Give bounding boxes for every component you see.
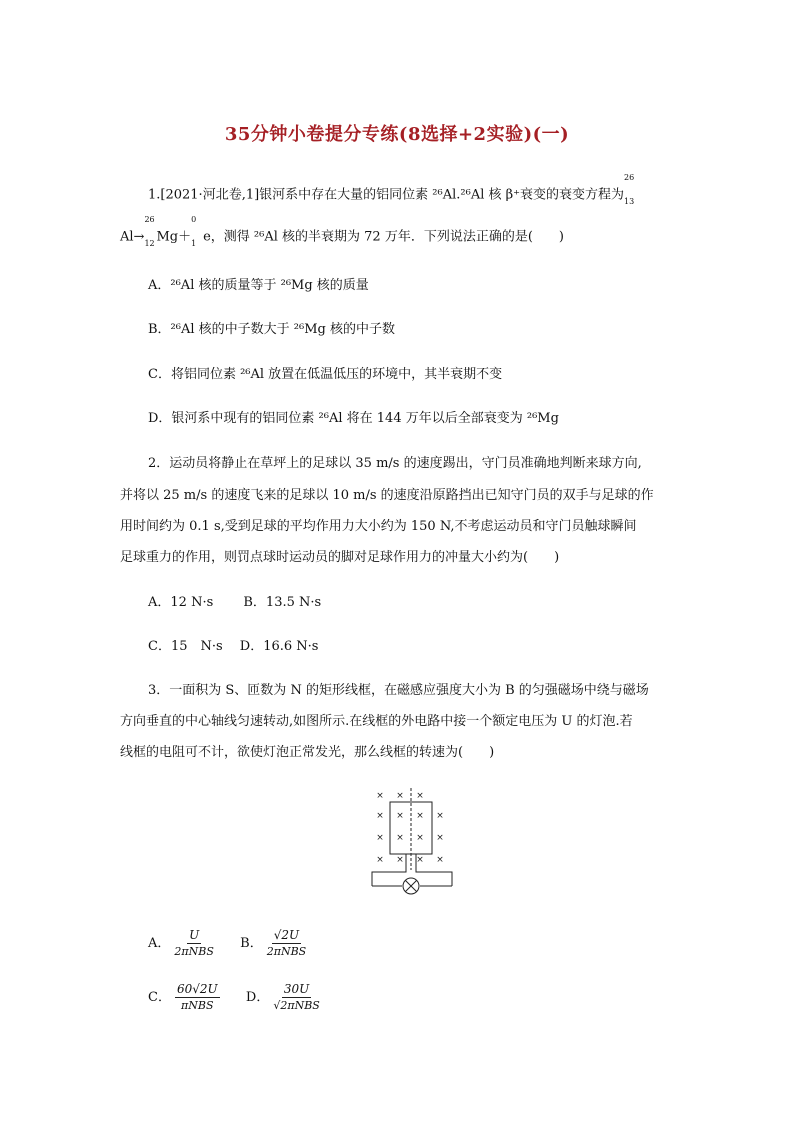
field-cross: ×	[376, 855, 384, 865]
q3-line1: 3．一面积为 S、匝数为 N 的矩形线框，在磁感应强度大小为 B 的匀强磁场中绕与磁场	[148, 683, 649, 698]
field-cross: ×	[396, 833, 404, 843]
q3-option-a-numerator: U	[189, 928, 200, 942]
q1-line1	[148, 173, 636, 206]
field-cross: ×	[416, 833, 424, 843]
rotating-coil-figure	[370, 788, 460, 898]
q1-line2	[120, 215, 564, 248]
q1-al-isotope	[624, 173, 636, 206]
q3-option-b-numerator: √2U	[273, 928, 300, 942]
q2-line1: 2．运动员将静止在草坪上的足球以 35 m/s 的速度踢出，守门员准确地判断来球方向,	[148, 456, 642, 471]
q3-options-row1	[148, 926, 310, 962]
field-cross: ×	[396, 791, 404, 801]
q3-option-d-fraction	[273, 982, 319, 1013]
q1-al-atomic-number: 13	[624, 197, 635, 206]
q3-option-a-fraction	[174, 928, 213, 959]
q1-positron-charge: 1	[191, 239, 197, 248]
q1-option-a: A．²⁶Al 核的质量等于 ²⁶Mg 核的质量	[148, 278, 369, 293]
field-cross: ×	[436, 855, 444, 865]
q2-line3: 用时间约为 0.1 s,受到足球的平均作用力大小约为 150 N,不考虑运动员和守门员触球瞬间	[120, 519, 637, 534]
q1-mg-isotope	[144, 215, 156, 248]
field-cross: ×	[396, 811, 404, 821]
q2-options-row1: A．12 N·s B．13.5 N·s	[148, 595, 322, 610]
q3-option-c-denominator: πNBS	[181, 999, 214, 1012]
q1-mg-mass-number: 26	[144, 215, 155, 224]
q1-mg-symbol: Mg＋	[156, 229, 192, 245]
q1-mg-atomic-number: 12	[144, 239, 155, 248]
field-cross: ×	[376, 833, 384, 843]
q3-option-b-fraction	[267, 928, 306, 959]
q3-option-d-label: D．	[245, 990, 270, 1005]
q2-options-row2: C．15 N·s D．16.6 N·s	[148, 639, 319, 654]
q3-option-a-denominator: 2πNBS	[174, 945, 214, 958]
q3-line2: 方向垂直的中心轴线匀速转动,如图所示.在线框的外电路中接一个额定电压为 U 的灯泡.若	[120, 714, 633, 729]
field-cross: ×	[396, 855, 404, 865]
q3-options-row2	[148, 980, 324, 1016]
field-cross: ×	[376, 791, 384, 801]
q1-al-symbol: Al→	[120, 229, 145, 245]
page-title: 35分钟小卷提分专练(8选择+2实验)(一)	[224, 124, 570, 145]
q1-positron	[191, 215, 203, 248]
q3-option-a-label: A．	[148, 936, 171, 951]
q3-option-c-label: C．	[148, 990, 171, 1005]
field-cross: ×	[436, 833, 444, 843]
q2-line2: 并将以 25 m/s 的速度飞来的足球以 10 m/s 的速度沿原路挡出已知守门员的双手与足球的作	[120, 488, 654, 503]
q1-option-d: D．银河系中现有的铝同位素 ²⁶Al 将在 144 万年以后全部衰变为 ²⁶Mg	[148, 411, 559, 426]
q1-al-mass-number: 26	[624, 173, 635, 182]
field-cross: ×	[416, 811, 424, 821]
field-cross: ×	[416, 791, 424, 801]
q1-positron-mass-number: 0	[191, 215, 197, 224]
q1-line2-rest: e，测得 ²⁶Al 核的半衰期为 72 万年．下列说法正确的是( )	[203, 229, 564, 245]
q1-option-c: C．将铝同位素 ²⁶Al 放置在低温低压的环境中，其半衰期不变	[148, 367, 503, 382]
q3-option-b-denominator: 2πNBS	[266, 945, 307, 958]
q3-option-c-fraction	[175, 982, 220, 1013]
q3-option-d-numerator: 30U	[283, 982, 310, 996]
q3-line3: 线框的电阻可不计，欲使灯泡正常发光，那么线框的转速为( )	[120, 745, 495, 760]
q3-option-c-numerator: 60√2U	[176, 982, 218, 996]
q1-line1-text: 1.[2021·河北卷,1]银河系中存在大量的铝同位素 ²⁶Al.²⁶Al 核 β⁺衰变的衰变方程为	[148, 187, 625, 203]
q3-option-d-denominator: √2πNBS	[273, 999, 320, 1012]
field-cross: ×	[376, 811, 384, 821]
field-cross: ×	[436, 811, 444, 821]
q3-option-b-label: B．	[240, 936, 263, 951]
field-cross: ×	[416, 855, 424, 865]
lamp-icon	[403, 878, 419, 894]
q2-line4: 足球重力的作用，则罚点球时运动员的脚对足球作用力的冲量大小约为( )	[120, 550, 560, 565]
q1-option-b: B．²⁶Al 核的中子数大于 ²⁶Mg 核的中子数	[148, 322, 395, 337]
